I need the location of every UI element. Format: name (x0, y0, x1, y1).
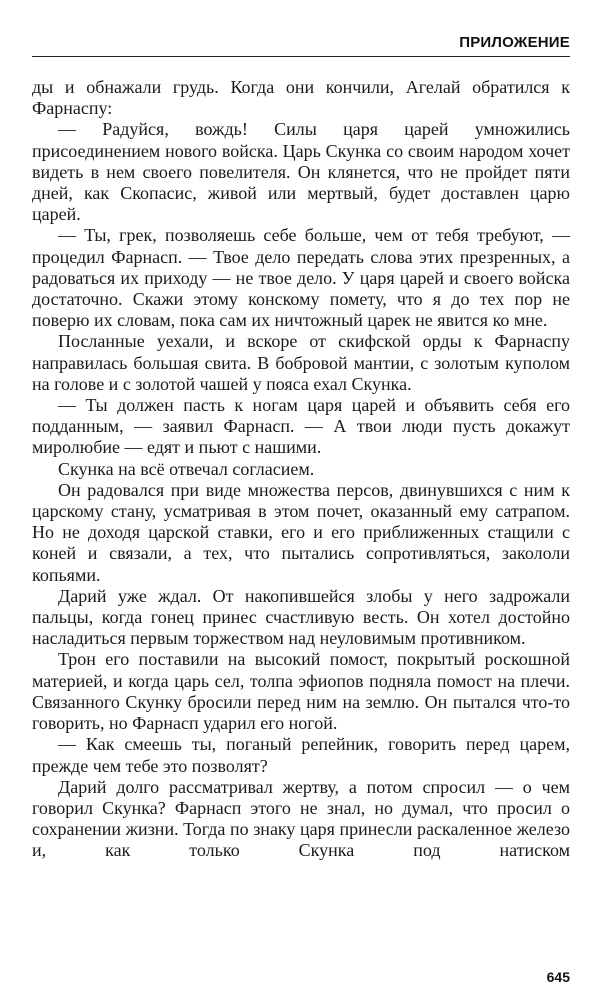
paragraph: — Ты должен пасть к ногам царя царей и объявить себя его подданным, — заявил Фарнасп. — А твои люди пусть докажут миролюбие — едят и пьют с нашими. (32, 395, 570, 458)
paragraph: Скунка на всё отвечал согласием. (58, 458, 315, 479)
paragraph: — Радуйся, вождь! Силы царя царей умножились присоединением нового войска. Царь Скунка со своим народом хочет видеть в нем своего повелителя. Он клянется, что не пройдет пяти дней, как Скопасис, живой или мертвый, будет доставлен царю царей. (32, 119, 570, 225)
paragraph: Дарий долго рассматривал жертву, а потом спросил — о чем говорил Скунка? Фарнасп этого не знал, но думал, что просил о сохранении жизни. Тогда по знаку царя принесли раскаленное железо и, как только Скунка под натиском (32, 776, 570, 861)
paragraph: Посланные уехали, и вскоре от скифской орды к Фарнаспу направилась большая свита. В бобровой мантии, с золотым куполом на голове и с золотой чашей у пояса ехал Скунка. (32, 331, 570, 394)
paragraph: Дарий уже ждал. От накопившейся злобы у него задрожали пальцы, когда гонец принес счастливую весть. Он хотел достойно насладиться первым торжеством над неуловимым противником. (32, 585, 570, 649)
paragraph: Трон его поставили на высокий помост, покрытый роскошной материей, и когда царь сел, толпа эфиопов подняла помост на плечи. Связанного Скунку бросили перед ним на землю. Он пытался что-то говорить, но Фарнасп ударил его ногой. (32, 649, 570, 734)
main-text (32, 77, 570, 862)
paragraph: Он радовался при виде множества персов, двинувшихся с ним к царскому стану, усматривая в этом почет, оказанный ему сатрапом. Но не доходя царской ставки, его и его приближенных стащили с коней и связали, а тех, что пытались сопротивляться, закололи копьями. (32, 479, 570, 585)
header-rule (32, 56, 570, 57)
paragraph: — Как смеешь ты, поганый репейник, говорить перед царем, прежде чем тебе это позволят? (32, 734, 570, 776)
paragraph: ды и обнажали грудь. Когда они кончили, Агелай обратился к Фарнаспу: (32, 77, 570, 119)
running-header: ПРИЛОЖЕНИЕ (459, 34, 570, 51)
page-number: 645 (546, 969, 570, 985)
paragraph: — Ты, грек, позволяешь себе больше, чем от тебя требуют, — процедил Фарнасп. — Твое дело передать слова этих презренных, а радоваться их приходу — не твое дело. У царя царей и своего войска достаточно. Скажи этому конскому помету, что я до тех пор не поверю их словам, пока сам их ничтожный царек не явится ко мне. (32, 225, 570, 331)
